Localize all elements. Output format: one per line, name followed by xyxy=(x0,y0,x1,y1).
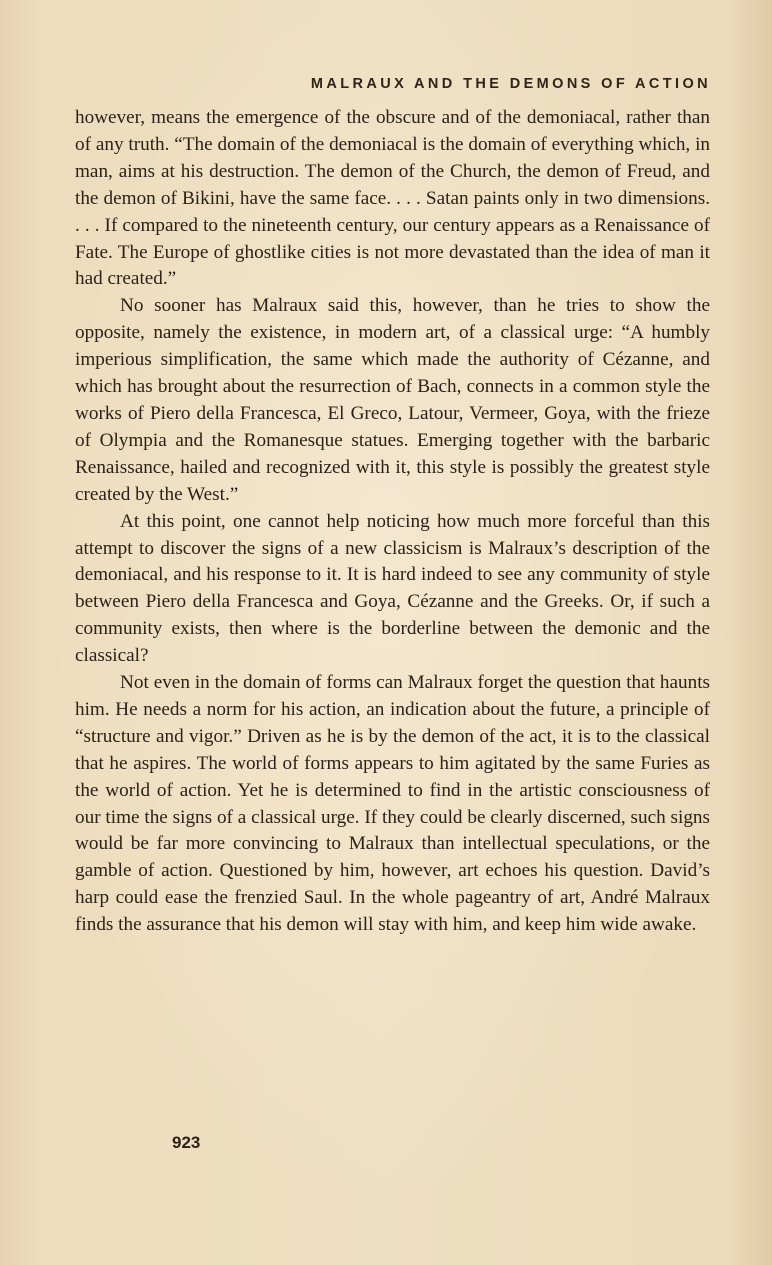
running-head: MALRAUX AND THE DEMONS OF ACTION xyxy=(310,76,711,92)
body-text xyxy=(75,105,710,939)
paragraph-4: Not even in the domain of forms can Malraux forget the question that haunts him. He needs a norm for his action, an indication about the future, a principle of “structure and vigor.” Driven as he is by the demon of the act, it is to the classical that he aspires. The world of forms appears to him agitated by the same Furies as the world of action. Yet he is determined to find in the artistic consciousness of our time the signs of a classical urge. If they could be clearly discerned, such signs would be far more convincing to Malraux than intellectual speculations, or the gamble of action. Questioned by him, however, art echoes his question. David’s harp could ease the frenzied Saul. In the whole pageantry of art, André Malraux finds the assurance that his demon will stay with him, and keep him wide awake. xyxy=(75,672,710,936)
page-number: 923 xyxy=(172,1133,201,1152)
paragraph-1: however, means the emergence of the obscure and of the demoniacal, rather than of any truth. “The domain of the demoniacal is the domain of everything which, in man, aims at his destruction. The demon of the Church, the demon of Freud, and the demon of Bikini, have the same face. . . . Satan paints only in two dimensions. . . . If compared to the nineteenth century, our century appears as a Renaissance of Fate. The Europe of ghostlike cities is not more devastated than the idea of man it had created.” xyxy=(75,107,710,290)
paragraph-3: At this point, one cannot help noticing how much more forceful than this attempt to discover the signs of a new classicism is Malraux’s description of the demoniacal, and his response to it. It is hard indeed to see any community of style between Piero della Francesca and Goya, Cézanne and the Greeks. Or, if such a community exists, then where is the borderline between the demonic and the classical? xyxy=(75,510,710,667)
paragraph-2: No sooner has Malraux said this, however, than he tries to show the opposite, namely the existence, in modern art, of a classical urge: “A humbly imperious simplification, the same which made the authority of Cézanne, and which has brought about the resurrection of Bach, connects in a common style the works of Piero della Francesca, El Greco, Latour, Vermeer, Goya, with the frieze of Olympia and the Romanesque statues. Emerging together with the barbaric Renaissance, hailed and recognized with it, this style is possibly the greatest style created by the West.” xyxy=(75,295,710,505)
